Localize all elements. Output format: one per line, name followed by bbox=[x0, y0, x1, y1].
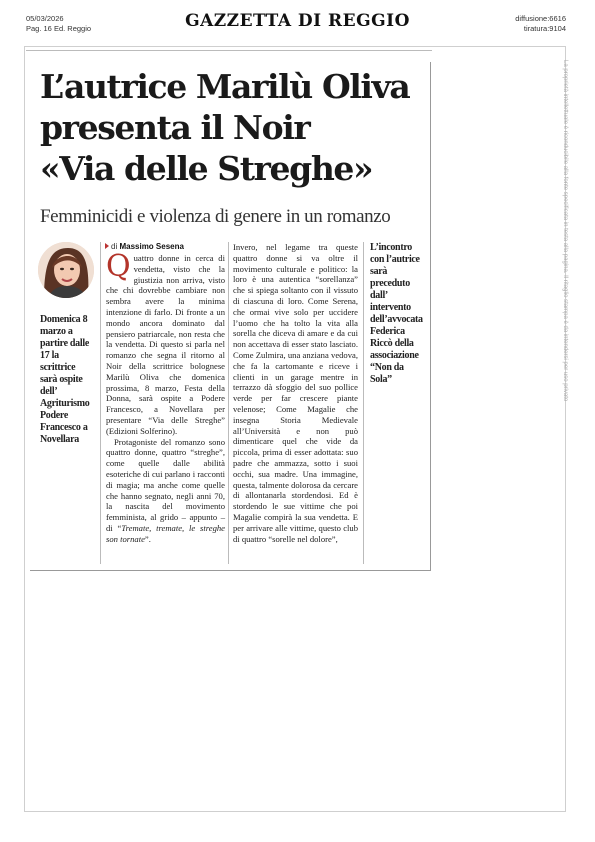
publication-date: 05/03/2026 bbox=[26, 14, 64, 23]
copyright-notice bbox=[561, 60, 575, 620]
masthead: GAZZETTA DI REGGIO bbox=[185, 11, 410, 31]
event-sidebar: Domenica 8 marzo a partire dalle 17 la scrittrice sarà ospite dell’ Agriturismo Podere Francesco a Novellara bbox=[40, 314, 90, 445]
article-subtitle: Femminicidi e violenza di genere in un romanzo bbox=[40, 206, 391, 227]
byline-prefix: di bbox=[111, 242, 120, 251]
article-title bbox=[40, 66, 432, 189]
drop-cap: Q bbox=[106, 249, 131, 284]
paragraph-quote: Tremate, tremate, le streghe son tornate bbox=[106, 522, 225, 544]
paragraph-end: ”. bbox=[144, 533, 151, 544]
column-rule bbox=[228, 242, 229, 564]
circulation-count: tiratura:9104 bbox=[523, 24, 566, 33]
paragraph: Protagoniste del romanzo sono quattro donne, quattro “streghe”, come quelle dalle abilità esoteriche di cui parlano i racconti di magia; ma anche come quelle che hanno segnato, negli anni 70, la nascita del movimento femminista, al grido – appunto – di “ bbox=[106, 436, 225, 533]
top-divider bbox=[26, 50, 432, 51]
paragraph: uattro donne in cerca di vendetta, visto che la giustizia non arriva, visto che chi dovrebbe cambiare non sembra avere la minima intenzione di farlo. Di fronte a un mondo ancora dominato dal pensiero patriarcale, non resta che la vendetta. Di questo si parla nel romanzo che segna il ritorno al Noir della scrittrice bolognese Marilù Oliva che domenica prossima, 8 marzo, Festa della Donna, sarà ospite a Podere Francesco, a Novellara per presentare “Via delle Streghe” (Edizioni Solferino). bbox=[106, 253, 225, 436]
title-line: presenta il Noir bbox=[40, 108, 310, 147]
title-line: «Via delle Streghe» bbox=[40, 149, 373, 188]
article-column-2 bbox=[233, 242, 358, 544]
page-edition: Pag. 16 Ed. Reggio bbox=[26, 24, 92, 33]
diffusion-count: diffusione:6616 bbox=[515, 14, 566, 23]
article-column-1 bbox=[106, 249, 225, 545]
byline-author: Massimo Sesena bbox=[119, 242, 184, 251]
title-line: L’autrice Marilù Oliva bbox=[40, 67, 410, 106]
copyright-text: La proprietà intellettuale è riconducibile alla fonte specificata in testa alla pagina. Il ritaglio stampa è da intendersi per uso privato bbox=[562, 60, 568, 402]
column-rule bbox=[363, 242, 364, 564]
page-header-right bbox=[515, 14, 566, 34]
event-note: L’incontro con l’autrice sarà preceduto dall’ intervento dell’avvocata Federica Riccò della associazione “Non da Sola” bbox=[370, 242, 423, 385]
paragraph: Invero, nel legame tra queste quattro donne si va oltre il movimento culturale e politico: la loro è una autentica “sorellanza” che si spiega soltanto con il vissuto di ciascuna di loro. Come Serena, che ormai vive solo per uccidere l’uomo che ha tolto la vita alla sorella che diceva di amare e da cui non accettava di esser stato lasciato. Come Zulmira, una anziana vedova, che fa la cartomante e riceve i clienti in un garage mentre in terrazzo dà sfoggio del suo pollice verde per far crescere piante velenose; Come Magalie che insegna Storia Medievale all’Università e non può dimenticare quel che vide da piccola, prima di esser adottata: suo padre che ammazza, sotto i suoi occhi, sua madre. Una immagine, questa, talmente dolorosa da cercare di allontanarla stordendosi. Ed è stordendo le sue vittime che poi Magalie compirà la sua vendetta. E per arrivare alle vittime, questo club di quattro “sorelle nel dolore”, bbox=[233, 242, 358, 544]
column-rule bbox=[100, 242, 101, 564]
author-portrait-icon bbox=[38, 242, 94, 298]
